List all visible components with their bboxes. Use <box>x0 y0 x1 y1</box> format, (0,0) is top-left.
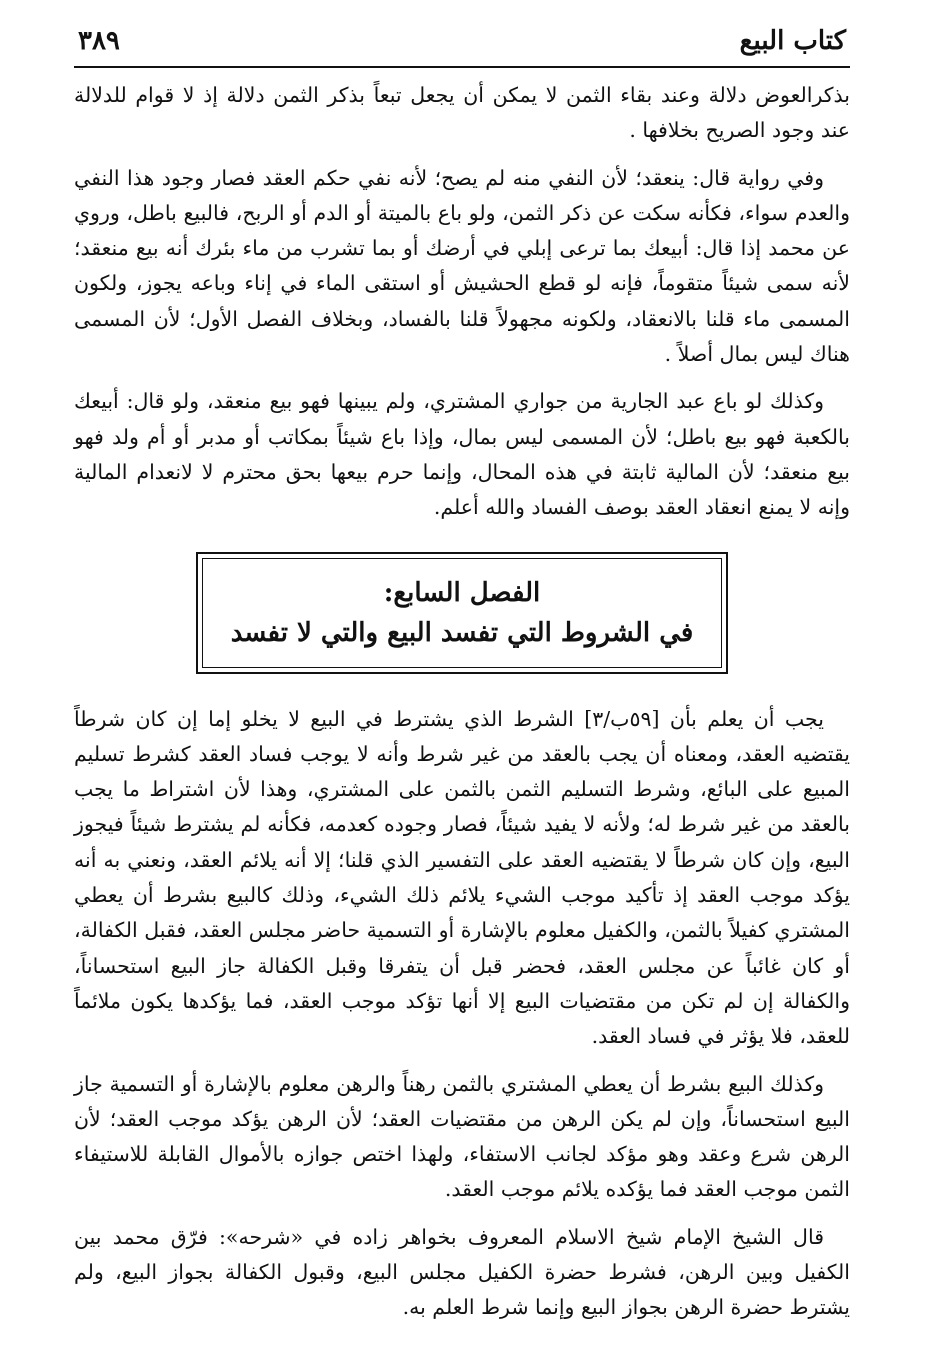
chapter-number: الفصل السابع: <box>383 577 541 608</box>
paragraph: يجب أن يعلم بأن [٥٩ب/٣] الشرط الذي يشترط في البيع لا يخلو إما إن كان شرطاً يقتضيه العقد، ومعناه أن يجب بالعقد من غير شرط وأنه لا يوجب فساد العقد كشرط تسليم المبيع على البائع، وشرط التسليم الثمن بالثمن على المشتري، وهذا لأن اشتراط ما يجب بالعقد من غير شرط له؛ ولأنه لا يفيد شيئاً، فصار وجوده كعدمه، فكأنه لم يشترط شيئاً فيجوز البيع، وإن كان شرطاً لا يقتضيه العقد على التفسير الذي قلنا؛ إلا أنه يلائم العقد، ونعني به أنه يؤكد موجب العقد إذ تأكيد موجب الشيء يلائم ذلك الشيء، وذلك كالبيع بشرط أن يعطي المشتري كفيلاً بالثمن، والكفيل معلوم بالإشارة أو التسمية حاضر مجلس العقد، فقبل الكفالة، أو كان غائباً عن مجلس العقد، فحضر قبل أن يتفرقا وقبل الكفالة جاز البيع استحساناً، والكفالة إن لم تكن من مقتضيات البيع إلا أنها تؤكد موجب العقد، فما يؤكدها يكون ملائماً للعقد، فلا يؤثر في فساد العقد. <box>74 706 850 1049</box>
page-number: ٣٨٩ <box>78 26 120 56</box>
page-header <box>74 22 850 68</box>
paragraph: وكذلك البيع بشرط أن يعطي المشتري بالثمن رهناً والرهن معلوم بالإشارة أو التسمية جاز البيع استحساناً، وإن لم يكن الرهن من مقتضيات العقد؛ لأن الرهن يؤكد موجب العقد؛ لأن الرهن شرع وعقد وهو مؤكد لجانب الاستفاء، ولهذا اختص جوازه بالأموال القابلة للاستيفاء الثمن موجب العقد فما يؤكده يلائم موجب العقد. <box>74 1071 850 1202</box>
book-title: كتاب البيع <box>739 26 846 56</box>
chapter-heading-inner-frame <box>202 558 722 668</box>
paragraph: بذكرالعوض دلالة وعند بقاء الثمن لا يمكن أن يجعل تبعاً بذكر الثمن دلالة إذ لا قوام للدلالة عند وجود الصريح بخلافها . <box>74 83 850 143</box>
paragraph: قال الشيخ الإمام شيخ الاسلام المعروف بخواهر زاده في «شرحه»: فرّق محمد بين الكفيل وبين الرهن، فشرط حضرة الكفيل مجلس البيع، وقبول الكفالة بجواز البيع، ولم يشترط حضرة الرهن بجواز البيع وإنما شرط العلم به. <box>74 1224 850 1320</box>
paragraph: وفي رواية قال: ينعقد؛ لأن النفي منه لم يصح؛ لأنه نفي حكم العقد فصار وجود هذا النفي والعدم سواء، فكأنه سكت عن ذكر الثمن، ولو باع بالميتة أو الدم أو الربح، فالبيع باطل، وروي عن محمد إذا قال: أبيعك بما ترعى إبلي في أرضك أو بما تشرب من ماء بئرك أنه بيع منعقد؛ لأنه سمى شيئاً متقوماً، فإنه لو قطع الحشيش أو استقى الماء في إناء وباعه يجوز، ولكون المسمى ماء قلنا بالانعقاد، ولكونه مجهولاً قلنا بالفساد، وبخلاف الفصل الأول؛ لأن المسمى هناك ليس بمال أصلاً . <box>74 165 850 367</box>
page-body <box>74 78 850 1338</box>
chapter-subtitle: في الشروط التي تفسد البيع والتي لا تفسد <box>230 617 694 648</box>
paragraph: وكذلك لو باع عبد الجارية من جواري المشتري، ولم يبينها فهو بيع منعقد، ولو قال: أبيعك بالكعبة فهو بيع باطل؛ لأن المسمى ليس بمال، وإذا باع شيئاً بمكاتب أو مدبر أو أم ولد فهو بيع منعقد؛ لأن المالية ثابتة في هذه المحال، وإنما حرم بيعها بحق محترم لا لانعدام المالية وإنه لا يمنع انعقاد العقد بوصف الفساد والله أعلم. <box>74 389 850 520</box>
chapter-heading-frame <box>196 552 728 674</box>
